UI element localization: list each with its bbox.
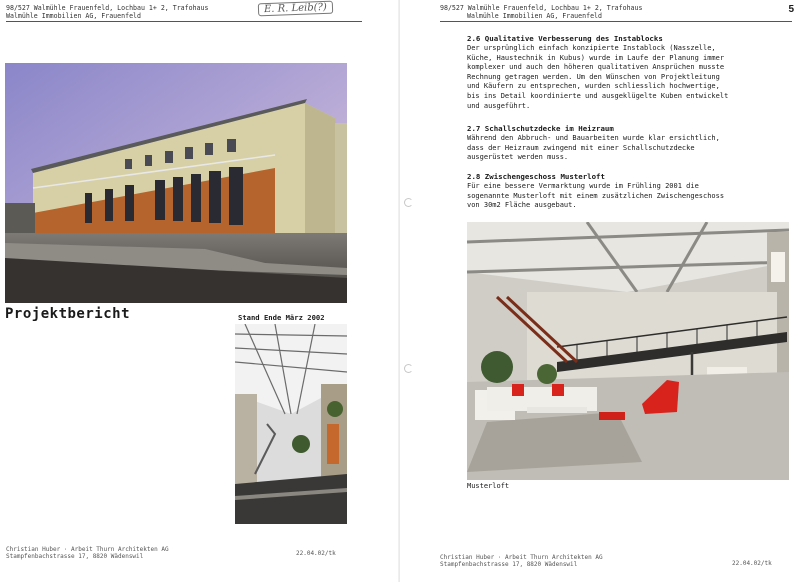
section-heading: 2.8 Zwischengeschoss Musterloft — [467, 172, 605, 181]
musterloft-photo — [467, 222, 789, 480]
handwritten-note: E. R. Leib(?) — [258, 1, 333, 17]
text-line: und Käufern zu entsprechen, wurden schliesslich hochwertige, — [467, 82, 720, 91]
report-title: Projektbericht — [5, 306, 131, 322]
header-line-1: 98/527 Walmühle Frauenfeld, Lochbau 1+ 2, Trafohaus — [440, 4, 643, 12]
text-line: bis ins Detail koordinierte und ausgeklügelte Kuben entwickelt — [467, 91, 729, 100]
atrium-photo — [235, 324, 347, 524]
text-line: Küche, Haustechnik in Kubus) wurde im Laufe der Planung immer — [467, 53, 725, 62]
right-page — [400, 0, 800, 582]
text-line: Rechnung getragen werden. Um den Wünschen von Projektleitung — [467, 72, 720, 81]
section-paragraph — [467, 182, 797, 211]
page-number: 5 — [788, 4, 794, 15]
section-paragraph — [467, 134, 797, 163]
section-heading: 2.6 Qualitative Verbesserung des Instablocks — [467, 34, 663, 43]
footer-date: 22.04.02/tk — [732, 560, 772, 567]
punch-hole — [404, 364, 413, 373]
status-date: Stand Ende März 2002 — [238, 313, 325, 322]
footer-line-1: Christian Huber · Arbeit Thurn Architekten AG — [6, 546, 169, 553]
footer-line-2: Stampfenbachstrasse 17, 8820 Wädenswil — [6, 553, 144, 560]
photo-caption: Musterloft — [467, 482, 510, 490]
text-line: Der ursprünglich einfach konzipierte Instablock (Nasszelle, — [467, 44, 716, 52]
building-exterior-photo — [5, 63, 347, 303]
text-line: Während den Abbruch- und Bauarbeiten wurde klar ersichtlich, — [467, 134, 720, 142]
section-paragraph — [467, 44, 797, 111]
header-rule — [6, 21, 362, 22]
section-heading: 2.7 Schallschutzdecke im Heizraum — [467, 124, 614, 133]
footer-line-2: Stampfenbachstrasse 17, 8820 Wädenswil — [440, 561, 578, 568]
header-line-1: 98/527 Walmühle Frauenfeld, Lochbau 1+ 2, Trafohaus — [6, 4, 209, 12]
text-line: komplexer und auch den höheren qualitativen Ansprüchen musste — [467, 63, 725, 72]
text-line: ausgerüstet werden muss. — [467, 153, 569, 162]
header-line-2: Walmühle Immobilien AG, Frauenfeld — [467, 12, 602, 20]
text-line: sogenannte Musterloft mit einem zusätzlichen Zwischengeschoss — [467, 191, 725, 200]
footer-date: 22.04.02/tk — [296, 550, 336, 557]
header-rule — [440, 21, 792, 22]
text-line: dass der Heizraum zwingend mit einer Schallschutzdecke — [467, 143, 695, 152]
footer-line-1: Christian Huber · Arbeit Thurn Architekten AG — [440, 554, 603, 561]
text-line: und ausgeführt. — [467, 101, 531, 110]
punch-hole — [404, 198, 413, 207]
header-line-2: Walmühle Immobilien AG, Frauenfeld — [6, 12, 141, 20]
text-line: Für eine bessere Vermarktung wurde im Frühling 2001 die — [467, 182, 699, 190]
text-line: von 30m2 Fläche ausgebaut. — [467, 201, 577, 210]
